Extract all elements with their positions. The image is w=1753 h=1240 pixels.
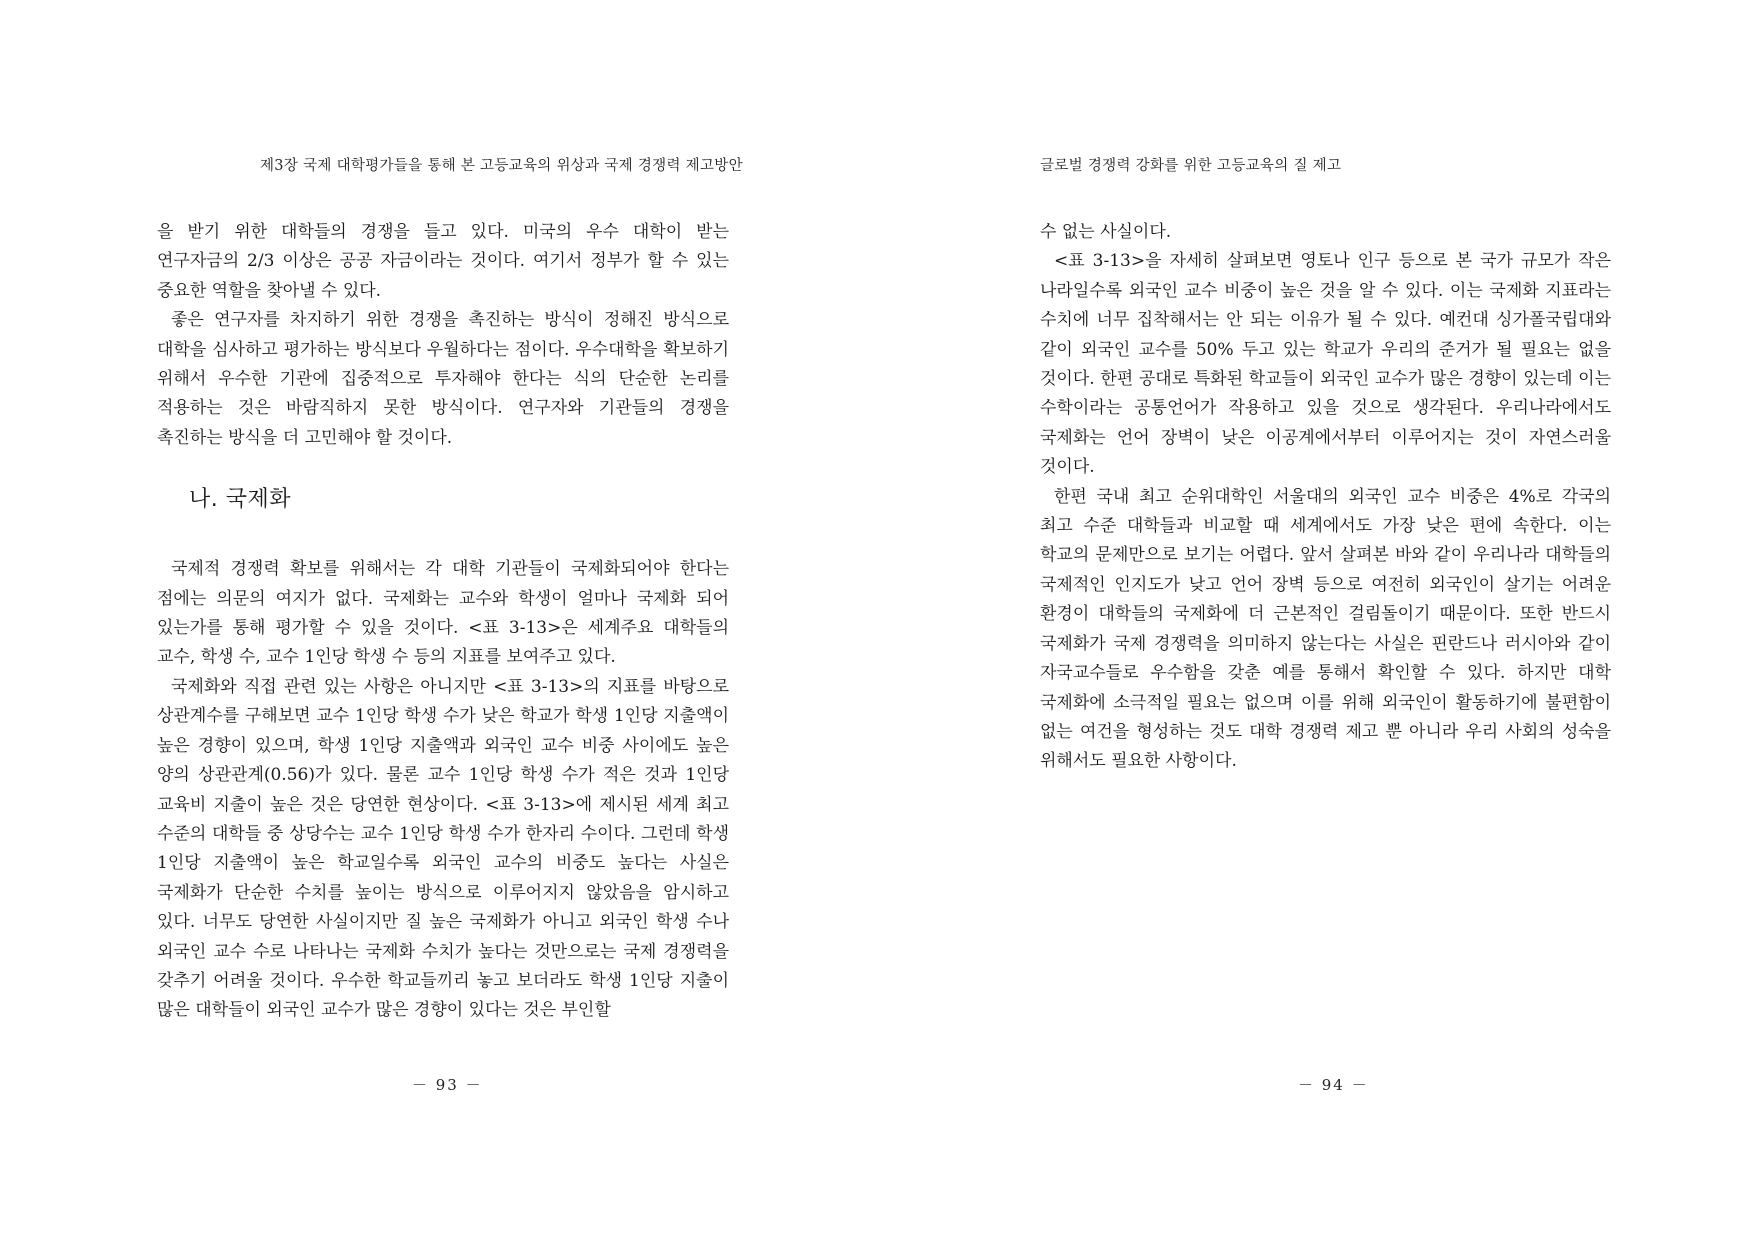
body-text <box>157 218 729 1026</box>
paragraph: 수 없는 사실이다. <box>1040 222 1172 242</box>
page-number: － 93 － <box>412 1076 483 1094</box>
body-text <box>1040 218 1611 777</box>
paragraph: <표 3-13>을 자세히 살펴보면 영토나 인구 등으로 본 국가 규모가 작은 나라일수록 외국인 교수 비중이 높은 것을 알 수 있다. 이는 국제화 지표라는 수치에 너무 집착해서는 안 되는 이유가 될 수 있다. 예컨대 싱가폴국립대와 같이 외국인 교수를 50% 두고 있는 학교가 우리의 준거가 될 필요는 없을 것이다. 한편 공대로 특화된 학교들이 외국인 교수가 많은 경향이 있는데 이는 수학이라는 공통언어가 작용하고 있을 것으로 생각된다. 우리나라에서도 국제화는 언어 장벽이 낮은 이공계에서부터 이루어지는 것이 자연스러울 것이다. <box>1040 251 1611 478</box>
section-heading: 나. 국제화 <box>189 487 291 513</box>
running-header: 글로벌 경쟁력 강화를 위한 고등교육의 질 제고 <box>1040 158 1342 174</box>
paragraph: 을 받기 위한 대학들의 경쟁을 들고 있다. 미국의 우수 대학이 받는 연구자금의 2/3 이상은 공공 자금이라는 것이다. 여기서 정부가 할 수 있는 중요한 역할을 찾아낼 수 있다. <box>157 222 729 301</box>
paragraph: 한편 국내 최고 순위대학인 서울대의 외국인 교수 비중은 4%로 각국의 최고 수준 대학들과 비교할 때 세계에서도 가장 낮은 편에 속한다. 이는 학교의 문제만으로 보기는 어렵다. 앞서 살펴본 바와 같이 우리나라 대학들의 국제적인 인지도가 낮고 언어 장벽 등으로 여전히 외국인이 살기는 어려운 환경이 대학들의 국제화에 더 근본적인 걸림돌이기 때문이다. 또한 반드시 국제화가 국제 경쟁력을 의미하지 않는다는 사실은 핀란드나 러시아와 같이 자국교수들로 우수함을 갖춘 예를 통해서 확인할 수 있다. 하지만 대학 국제화에 소극적일 필요는 없으며 이를 위해 외국인이 활동하기에 불편함이 없는 여건을 형성하는 것도 대학 경쟁력 제고 뿐 아니라 우리 사회의 성숙을 위해서도 필요한 사항이다. <box>1040 486 1611 772</box>
left-page <box>0 0 876 1240</box>
paragraph: 국제화와 직접 관련 있는 사항은 아니지만 <표 3-13>의 지표를 바탕으로 상관계수를 구해보면 교수 1인당 학생 수가 낮은 학교가 학생 1인당 지출액이 높은 경향이 있으며, 학생 1인당 지출액과 외국인 교수 비중 사이에도 높은 양의 상관관계(0.56)가 있다. 물론 교수 1인당 학생 수가 적은 것과 1인당 교육비 지출이 높은 것은 당연한 현상이다. <표 3-13>에 제시된 세계 최고 수준의 대학들 중 상당수는 교수 1인당 학생 수가 한자리 수이다. 그런데 학생 1인당 지출액이 높은 학교일수록 외국인 교수의 비중도 높다는 사실은 국제화가 단순한 수치를 높이는 방식으로 이루어지지 않았음을 암시하고 있다. 너무도 당연한 사실이지만 질 높은 국제화가 아니고 외국인 학생 수나 외국인 교수 수로 나타나는 국제화 수치가 높다는 것만으로는 국제 경쟁력을 갖추기 어려울 것이다. 우수한 학교들끼리 놓고 보더라도 학생 1인당 지출이 많은 대학들이 외국인 교수가 많은 경향이 있다는 것은 부인할 <box>157 676 729 1021</box>
running-header: 제3장 국제 대학평가들을 통해 본 고등교육의 위상과 국제 경쟁력 제고방안 <box>260 158 743 174</box>
right-page <box>876 0 1753 1240</box>
paragraph: 좋은 연구자를 차지하기 위한 경쟁을 촉진하는 방식이 정해진 방식으로 대학을 심사하고 평가하는 방식보다 우월하다는 점이다. 우수대학을 확보하기 위해서 우수한 기관에 집중적으로 투자해야 한다는 식의 단순한 논리를 적용하는 것은 바람직하지 못한 방식이다. 연구자와 기관들의 경쟁을 촉진하는 방식을 더 고민해야 할 것이다. <box>157 310 729 448</box>
page-number: － 94 － <box>1298 1076 1369 1094</box>
paragraph: 국제적 경쟁력 확보를 위해서는 각 대학 기관들이 국제화되어야 한다는 점에는 의문의 여지가 없다. 국제화는 교수와 학생이 얼마나 국제화 되어 있는가를 통해 평가할 수 있을 것이다. <표 3-13>은 세계주요 대학들의 교수, 학생 수, 교수 1인당 학생 수 등의 지표를 보여주고 있다. <box>157 559 729 668</box>
